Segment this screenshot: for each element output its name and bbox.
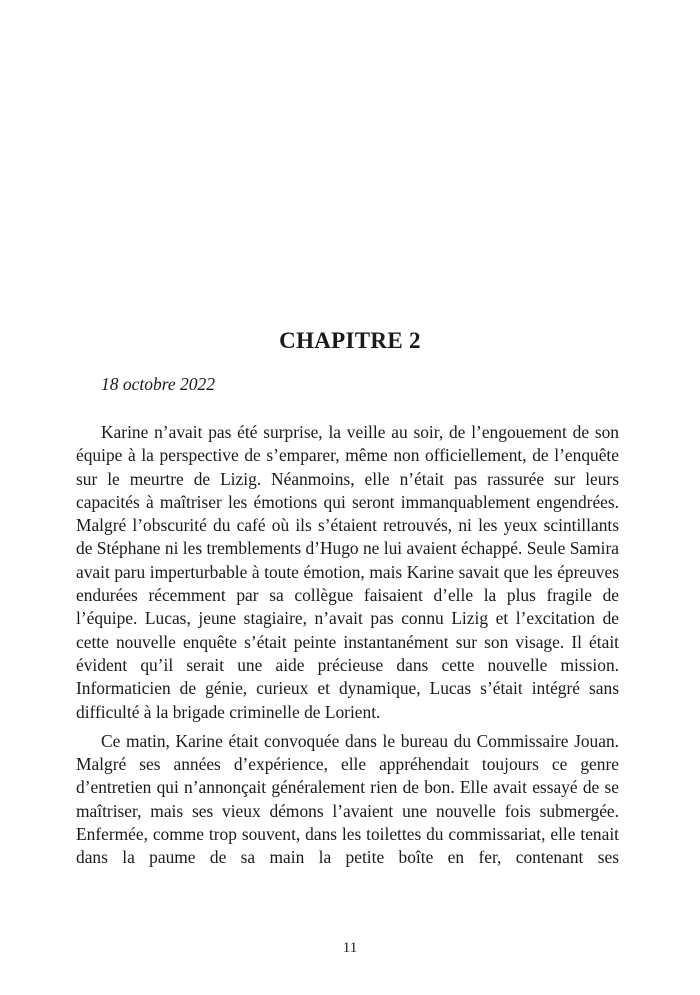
chapter-date: 18 octobre 2022 — [101, 374, 216, 394]
paragraph: Ce matin, Karine était convoquée dans le bureau du Commissaire Jouan. Malgré ses années d’expérience, elle appréhendait toujours ce genre d’entretien qui n’annonçait généralement rien de bon. Elle avait essayé de se maîtriser, mais ses vieux démons l’avaient une nouvelle fois submergée. Enfermée, comme trop souvent, dans les toilettes du commissariat, elle tenait dans la paume de sa main la petite boîte en fer, contenant ses — [76, 730, 619, 868]
page-number: 11 — [342, 940, 358, 956]
paragraph: Karine n’avait pas été surprise, la veille au soir, de l’engouement de son équipe à la perspective de s’emparer, même non officiellement, de l’enquête sur le meurtre de Lizig. Néanmoins, elle n’était pas rassurée sur leurs capacités à maîtriser les émotions qui seront immanquablement engendrées. Malgré l’obscurité du café où ils s’étaient retrouvés, ni les yeux scintillants de Stéphane ni les tremblements d’Hugo ne lui avaient échappé. Seule Samira avait paru imperturbable à toute émotion, mais Karine savait que les épreuves endurées récemment par sa collègue faisaient d’elle la plus fragile de l’équipe. Lucas, jeune stagiaire, n’avait pas connu Lizig et l’excitation de cette nouvelle enquête s’était peinte instantanément sur son visage. Il était évident qu’il serait une aide précieuse dans cette nouvelle mission. Informaticien de génie, curieux et dynamique, Lucas s’était intégré sans difficulté à la brigade criminelle de Lorient. — [76, 422, 619, 722]
chapter-body — [76, 421, 619, 870]
chapter-title: CHAPITRE 2 — [279, 328, 421, 353]
